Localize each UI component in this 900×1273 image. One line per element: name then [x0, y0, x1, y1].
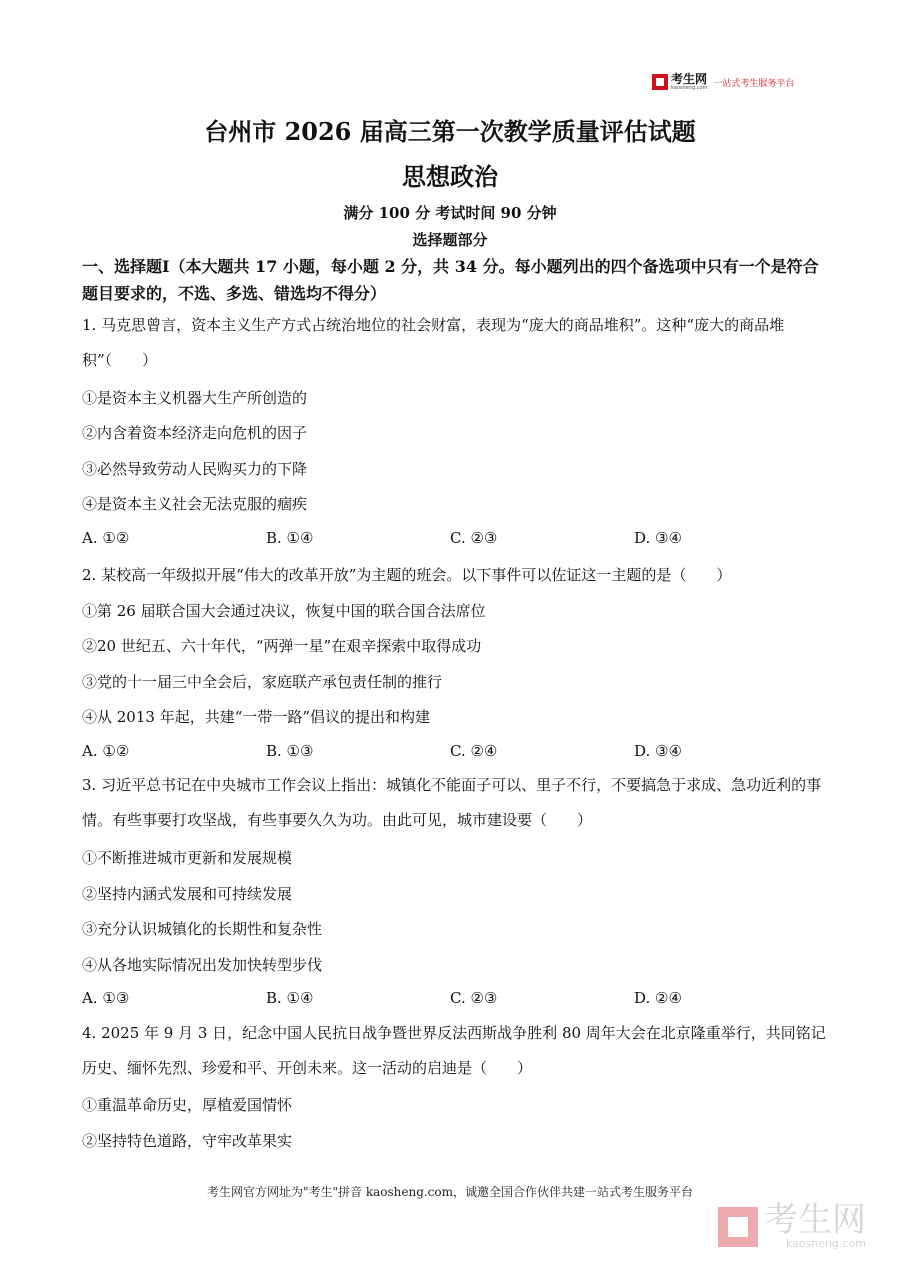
question-1-stem: 1. 马克思曾言，资本主义生产方式占统治地位的社会财富，表现为“庞大的商品堆积”。这种“庞大的商品堆积”（ ）: [82, 316, 785, 369]
question-4-item-2: ②坚持特色道路，守牢改革果实: [82, 1132, 293, 1150]
question-2-item-3: ③党的十一届三中全会后，家庭联产承包责任制的推行: [82, 673, 443, 691]
question-1-option-b[interactable]: B. ①④: [266, 529, 314, 547]
exam-subject: 思想政治: [402, 162, 498, 191]
kaosheng-logo-icon: [652, 74, 668, 90]
question-3-option-c[interactable]: C. ②③: [450, 989, 498, 1007]
question-4-item-1: ①重温革命历史，厚植爱国情怀: [82, 1096, 293, 1114]
score-time: 满分 100 分 考试时间 90 分钟: [343, 204, 557, 222]
logo-domain: kaosheng.com: [671, 85, 708, 91]
question-2-option-c[interactable]: C. ②④: [450, 742, 498, 760]
question-2-item-1: ①第 26 届联合国大会通过决议，恢复中国的联合国合法席位: [82, 602, 486, 620]
question-3-item-3: ③充分认识城镇化的长期性和复杂性: [82, 920, 323, 938]
question-3-item-1: ①不断推进城市更新和发展规模: [82, 849, 293, 867]
kaosheng-logo: [652, 73, 794, 91]
exam-title: 台州市 2026 届高三第一次教学质量评估试题: [204, 117, 696, 146]
logo-name: 考生网: [671, 72, 708, 86]
question-1-option-a[interactable]: A. ①②: [82, 529, 130, 547]
question-3-item-4: ④从各地实际情况出发加快转型步伐: [82, 956, 323, 974]
question-2-item-2: ②20 世纪五、六十年代，“两弹一星”在艰辛探索中取得成功: [82, 637, 482, 655]
question-1-option-c[interactable]: C. ②③: [450, 529, 498, 547]
question-1-item-3: ③必然导致劳动人民购买力的下降: [82, 460, 308, 478]
question-2-stem: 2. 某校高一年级拟开展“伟大的改革开放”为主题的班会。以下事件可以佐证这一主题的是（ ）: [82, 566, 732, 584]
question-3-stem: 3. 习近平总书记在中央城市工作会议上指出：城镇化不能面子可以、里子不行，不要搞急于求成、急功近利的事情。有些事要打攻坚战，有些事要久久为功。由此可见，城市建设要（ ）: [82, 776, 822, 829]
page-footer: 考生网官方网址为"考生"拼音 kaosheng.com，诚邀全国合作伙伴共建一站式考生服务平台: [206, 1185, 694, 1199]
watermark-domain: kaosheng.com: [785, 1237, 866, 1250]
question-1-item-1: ①是资本主义机器大生产所创造的: [82, 389, 308, 407]
question-3-option-d[interactable]: D. ②④: [634, 989, 682, 1007]
question-4-stem: 4. 2025 年 9 月 3 日，纪念中国人民抗日战争暨世界反法西斯战争胜利 80 周年大会在北京隆重举行，共同铭记历史、缅怀先烈、珍爱和平、开创未来。这一活动的启迪是（ ）: [82, 1024, 826, 1077]
kaosheng-watermark: [718, 1200, 866, 1250]
question-2-option-d[interactable]: D. ③④: [634, 742, 682, 760]
question-3-option-a[interactable]: A. ①③: [82, 989, 130, 1007]
watermark-name: 考生网: [764, 1200, 866, 1240]
kaosheng-watermark-icon: [718, 1207, 758, 1247]
question-3-option-b[interactable]: B. ①④: [266, 989, 314, 1007]
question-3-item-2: ②坚持内涵式发展和可持续发展: [82, 885, 293, 903]
question-2-option-b[interactable]: B. ①③: [266, 742, 314, 760]
question-2-item-4: ④从 2013 年起，共建“一带一路”倡议的提出和构建: [82, 708, 431, 726]
section-title: 选择题部分: [412, 231, 488, 249]
question-1-item-4: ④是资本主义社会无法克服的痼疾: [82, 495, 308, 513]
logo-slogan: 一站式考生服务平台: [713, 78, 795, 89]
question-2-option-a[interactable]: A. ①②: [82, 742, 130, 760]
section-instruction: 一、选择题Ⅰ（本大题共 17 小题，每小题 2 分，共 34 分。每小题列出的四个备选项中只有一个是符合题目要求的，不选、多选、错选均不得分）: [82, 257, 819, 303]
question-1-item-2: ②内含着资本经济走向危机的因子: [82, 424, 308, 442]
question-1-option-d[interactable]: D. ③④: [634, 529, 682, 547]
